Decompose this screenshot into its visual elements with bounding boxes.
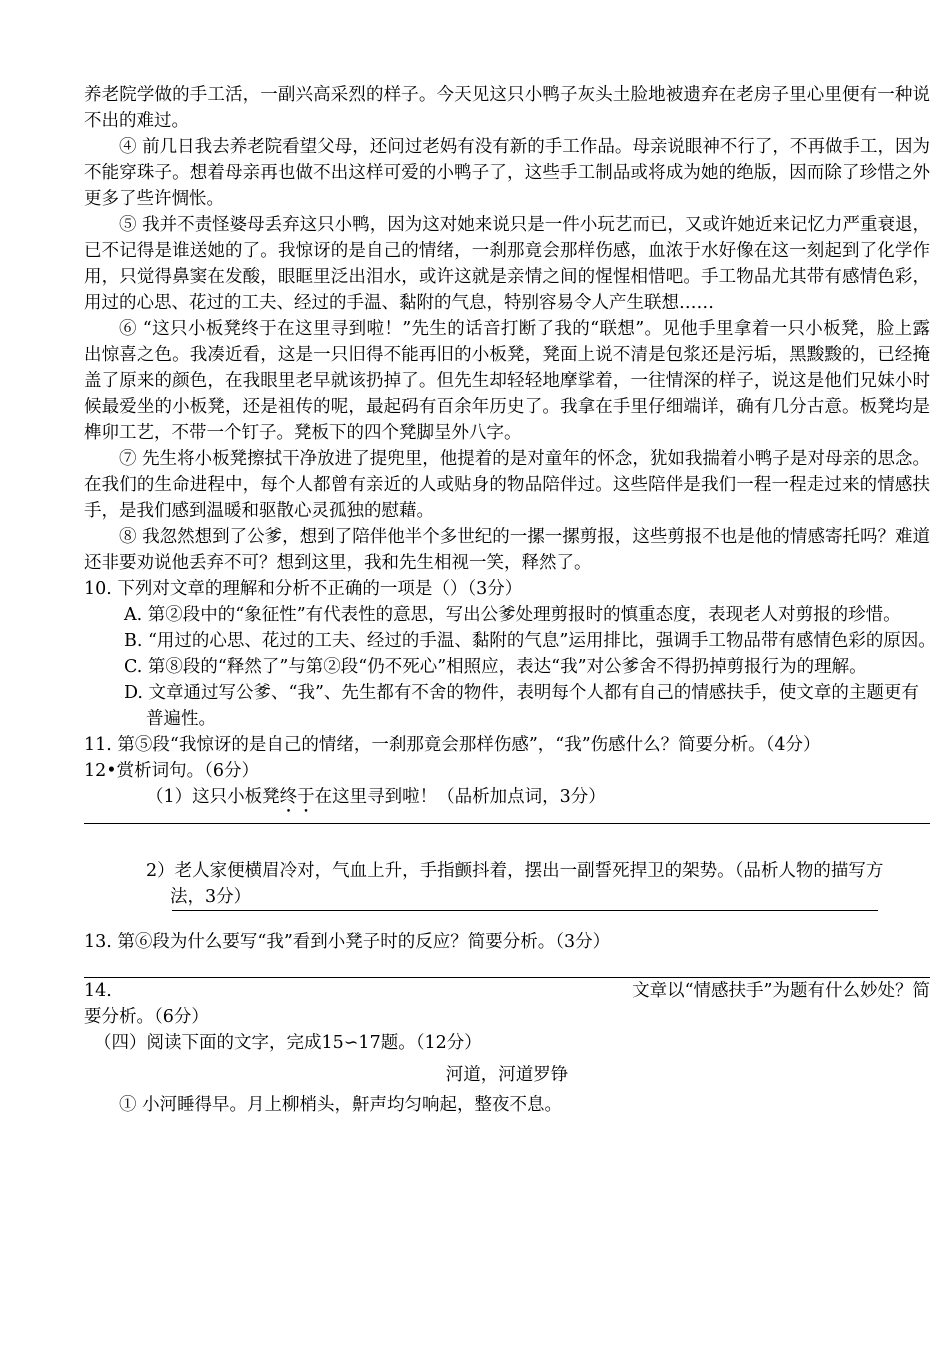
question-10-option-b: B. “用过的心思、花过的工夫、经过的手温、黏附的气息”运用排比，强调手工物品带有感情色彩的原因。 [124,631,936,651]
question-14 [84,978,930,1004]
question-14-cont: 要分析。（6分） [84,1007,209,1027]
emphasized-word-2: 于 [297,787,315,807]
document-page [84,82,936,1118]
section-4-paragraph-1: ① 小河睡得早。月上柳梢头，鼾声均匀响起，整夜不息。 [119,1095,563,1115]
section-4-heading: （四）阅读下面的文字，完成15∽17题。（12分） [94,1033,482,1053]
question-13: 13. 第⑥段为什么要写“我”看到小凳子时的反应？简要分析。（3分） [84,932,611,952]
q12-1-text-a: （1）这只小板凳 [146,787,280,807]
question-14-number: 14. [84,981,112,1001]
question-11: 11. 第⑤段“我惊讶的是自己的情绪，一刹那竟会那样伤感”，“我”伤感什么？简要分析。（4分） [84,735,821,755]
paragraph-4: ④ 前几日我去养老院看望父母，还问过老妈有没有新的手工作品。母亲说眼神不行了，不再做手工，因为不能穿珠子。想着母亲再也做不出这样可爱的小鸭子了，这些手工制品或将成为她的绝版，因而除了珍惜之外更多了些许惆怅。 [84,137,930,209]
q12-1-text-b: 在这里寻到啦！（品析加点词，3分） [314,787,606,807]
question-10-option-c: C. 第⑧段的“释然了”与第②段“仍不死心”相照应，表达“我”对公爹舍不得扔掉剪报行为的理解。 [124,657,867,677]
paragraph-8: ⑧ 我忽然想到了公爹，想到了陪伴他半个多世纪的一摞一摞剪报，这些剪报不也是他的情感寄托吗？难道还非要劝说他丢弃不可？想到这里，我和先生相视一笑，释然了。 [84,527,930,573]
paragraph-5: ⑤ 我并不责怪婆母丢弃这只小鸭，因为这对她来说只是一件小玩艺而已，又或许她近来记忆力严重衰退，已不记得是谁送她的了。我惊讶的是自己的情绪，一刹那竟会那样伤感，血浓于水好像在这一刻起到了化学作用，只觉得鼻窦在发酸，眼眶里泛出泪水，或许这就是亲情之间的惺惺相惜吧。手工物品尤其带有感情色彩，用过的心思、花过的工夫、经过的手温、黏附的气息，特别容易令人产生联想…… [84,215,930,313]
question-10-option-a: A. 第②段中的“象征性”有代表性的意思，写出公爹处理剪报时的慎重态度，表现老人对剪报的珍惜。 [124,605,901,625]
paragraph-continued: 养老院学做的手工活，一副兴高采烈的样子。今天见这只小鸭子灰头土脸地被遗弃在老房子里心里便有一种说不出的难过。 [84,85,930,131]
article-title: 河道，河道罗铮 [445,1065,569,1085]
question-12-part-1 [146,784,930,817]
question-10-option-d: D. 文章通过写公爹、“我”、先生都有不舍的物件，表明每个人都有自己的情感扶手，使文章的主题更有普遍性。 [124,683,919,729]
paragraph-6: ⑥ “这只小板凳终于在这里寻到啦！”先生的话音打断了我的“联想”。见他手里拿着一只小板凳，脸上露出惊喜之色。我凑近看，这是一只旧得不能再旧的小板凳，凳面上说不清是包浆还是污垢，黑黢黢的，已经掩盖了原来的颜色，在我眼里老早就该扔掉了。但先生却轻轻地摩挲着，一往情深的样子，说这是他们兄妹小时候最爱坐的小板凳，还是祖传的呢，最起码有百余年历史了。我拿在手里仔细端详，确有几分古意。板凳均是榫卯工艺，不带一个钉子。凳板下的四个凳脚呈外八字。 [84,319,930,443]
question-12-part-2: 2）老人家便横眉冷对，气血上升，手指颤抖着，摆出一副誓死捍卫的架势。（品析人物的描写方法，3分） [146,861,884,907]
paragraph-7: ⑦ 先生将小板凳擦拭干净放进了提兜里，他提着的是对童年的怀念，犹如我揣着小鸭子是对母亲的思念。在我们的生命进程中，每个人都曾有亲近的人或贴身的物品陪伴过。这些陪伴是我们一程一程走过来的情感扶手，是我们感到温暖和驱散心灵孤独的慰藉。 [84,449,930,521]
question-10: 10. 下列对文章的理解和分析不正确的一项是（）（3分） [84,579,523,599]
question-14-text: 文章以“情感扶手”为题有什么妙处？简 [632,981,930,1001]
emphasized-word-1: 终 [279,787,298,807]
question-12: 12•赏析词句。（6分） [84,761,259,781]
